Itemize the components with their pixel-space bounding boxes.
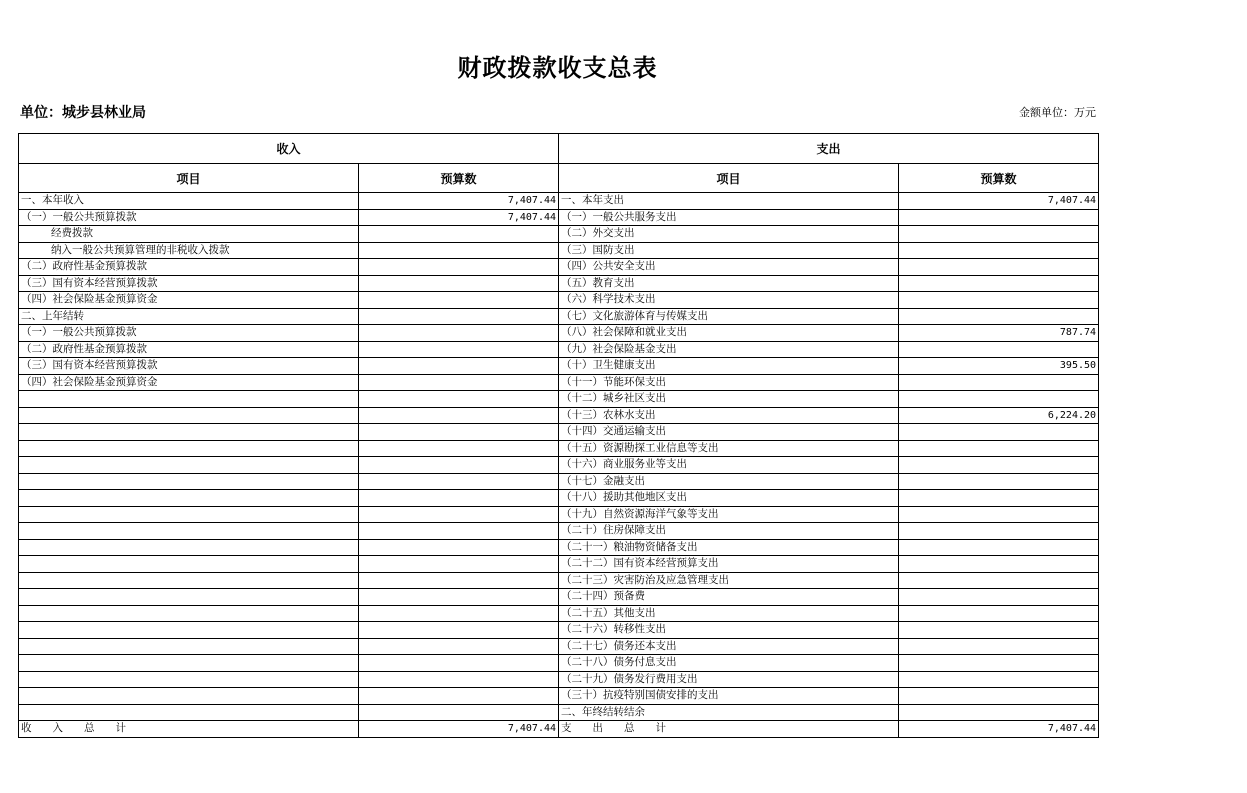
expense-amount-cell — [899, 275, 1099, 292]
income-item-cell: 收 入 总 计 — [19, 721, 359, 738]
expense-amount-cell — [899, 688, 1099, 705]
income-item-cell: 二、上年结转 — [19, 308, 359, 325]
table-row — [19, 391, 1099, 408]
income-item-cell — [19, 638, 359, 655]
income-amount-cell — [359, 374, 559, 391]
income-item-cell: （一）一般公共预算拨款 — [19, 209, 359, 226]
expense-amount-cell: 395.50 — [899, 358, 1099, 375]
expense-item-cell: （八）社会保障和就业支出 — [559, 325, 899, 342]
table-row — [19, 556, 1099, 573]
income-amount-cell — [359, 226, 559, 243]
expense-item-cell: （二十二）国有资本经营预算支出 — [559, 556, 899, 573]
expense-item-cell: （十）卫生健康支出 — [559, 358, 899, 375]
income-item-cell — [19, 391, 359, 408]
income-budget-header: 预算数 — [359, 164, 559, 193]
table-row — [19, 242, 1099, 259]
expense-amount-cell: 7,407.44 — [899, 721, 1099, 738]
income-amount-cell — [359, 473, 559, 490]
expense-item-cell: （一）一般公共服务支出 — [559, 209, 899, 226]
expense-item-cell: （二十六）转移性支出 — [559, 622, 899, 639]
table-row — [19, 490, 1099, 507]
expense-amount-cell — [899, 209, 1099, 226]
expense-amount-cell: 6,224.20 — [899, 407, 1099, 424]
expense-item-cell: （十九）自然资源海洋气象等支出 — [559, 506, 899, 523]
income-item-cell — [19, 457, 359, 474]
expense-item-cell: （二十三）灾害防治及应急管理支出 — [559, 572, 899, 589]
table-row — [19, 704, 1099, 721]
expense-item-cell: （七）文化旅游体育与传媒支出 — [559, 308, 899, 325]
income-amount-cell — [359, 655, 559, 672]
expense-item-cell: 支 出 总 计 — [559, 721, 899, 738]
income-amount-cell — [359, 424, 559, 441]
income-item-cell — [19, 704, 359, 721]
expense-item-cell: （十八）援助其他地区支出 — [559, 490, 899, 507]
income-item-cell: （二）政府性基金预算拨款 — [19, 341, 359, 358]
expense-amount-cell — [899, 490, 1099, 507]
income-amount-cell — [359, 622, 559, 639]
income-amount-cell — [359, 638, 559, 655]
income-item-cell — [19, 440, 359, 457]
expense-item-cell: （六）科学技术支出 — [559, 292, 899, 309]
expense-amount-cell: 787.74 — [899, 325, 1099, 342]
expense-item-cell: （九）社会保险基金支出 — [559, 341, 899, 358]
expense-amount-cell — [899, 424, 1099, 441]
income-item-cell — [19, 688, 359, 705]
amount-unit-label: 金额单位：万元 — [1019, 106, 1096, 119]
expense-amount-cell — [899, 292, 1099, 309]
table-row — [19, 523, 1099, 540]
table-row — [19, 440, 1099, 457]
income-item-cell: （四）社会保险基金预算资金 — [19, 292, 359, 309]
table-row — [19, 325, 1099, 342]
table-row — [19, 457, 1099, 474]
expense-amount-cell — [899, 523, 1099, 540]
expense-item-cell: （三十）抗疫特别国债安排的支出 — [559, 688, 899, 705]
expense-item-cell: （十五）资源勘探工业信息等支出 — [559, 440, 899, 457]
expense-amount-cell: 7,407.44 — [899, 193, 1099, 210]
expense-item-cell: （二）外交支出 — [559, 226, 899, 243]
page-title: 财政拨款收支总表 — [457, 54, 658, 82]
expense-item-cell: （二十五）其他支出 — [559, 605, 899, 622]
table-row — [19, 589, 1099, 606]
expense-amount-cell — [899, 605, 1099, 622]
income-item-cell — [19, 407, 359, 424]
table-row — [19, 374, 1099, 391]
table-row — [19, 209, 1099, 226]
income-amount-cell — [359, 308, 559, 325]
expense-amount-cell — [899, 374, 1099, 391]
income-item-cell: （三）国有资本经营预算拨款 — [19, 275, 359, 292]
table-row — [19, 473, 1099, 490]
expense-amount-cell — [899, 226, 1099, 243]
income-item-cell — [19, 424, 359, 441]
income-item-cell — [19, 490, 359, 507]
expense-item-cell: （三）国防支出 — [559, 242, 899, 259]
income-amount-cell — [359, 341, 559, 358]
expense-amount-cell — [899, 539, 1099, 556]
income-amount-cell — [359, 391, 559, 408]
income-item-cell: 经费拨款 — [19, 226, 359, 243]
income-amount-cell: 7,407.44 — [359, 721, 559, 738]
table-row — [19, 193, 1099, 210]
table-row — [19, 688, 1099, 705]
table-row — [19, 539, 1099, 556]
expense-amount-cell — [899, 655, 1099, 672]
income-amount-cell — [359, 292, 559, 309]
income-item-cell — [19, 473, 359, 490]
expense-item-cell: （二十四）预备费 — [559, 589, 899, 606]
income-amount-cell — [359, 407, 559, 424]
table-row — [19, 407, 1099, 424]
unit-label: 单位：城步县林业局 — [20, 105, 146, 121]
income-item-cell — [19, 589, 359, 606]
income-item-cell — [19, 671, 359, 688]
income-amount-cell: 7,407.44 — [359, 209, 559, 226]
table-row — [19, 292, 1099, 309]
income-item-cell: （三）国有资本经营预算拨款 — [19, 358, 359, 375]
income-amount-cell — [359, 506, 559, 523]
table-row — [19, 341, 1099, 358]
expense-amount-cell — [899, 572, 1099, 589]
income-amount-cell — [359, 688, 559, 705]
table-row — [19, 506, 1099, 523]
expense-item-cell: （十三）农林水支出 — [559, 407, 899, 424]
income-item-cell — [19, 523, 359, 540]
income-amount-cell — [359, 242, 559, 259]
income-amount-cell — [359, 440, 559, 457]
income-item-cell: （四）社会保险基金预算资金 — [19, 374, 359, 391]
income-amount-cell — [359, 572, 559, 589]
table-row — [19, 275, 1099, 292]
income-item-cell — [19, 605, 359, 622]
income-item-cell — [19, 539, 359, 556]
income-amount-cell — [359, 275, 559, 292]
income-amount-cell — [359, 605, 559, 622]
income-item-cell: 纳入一般公共预算管理的非税收入拨款 — [19, 242, 359, 259]
expense-amount-cell — [899, 308, 1099, 325]
income-item-cell: （一）一般公共预算拨款 — [19, 325, 359, 342]
income-amount-cell — [359, 671, 559, 688]
table-row — [19, 226, 1099, 243]
expense-item-cell: （十七）金融支出 — [559, 473, 899, 490]
income-amount-cell — [359, 259, 559, 276]
expense-item-cell: （四）公共安全支出 — [559, 259, 899, 276]
income-item-cell — [19, 572, 359, 589]
table-row — [19, 259, 1099, 276]
income-amount-cell — [359, 704, 559, 721]
income-item-cell — [19, 622, 359, 639]
expense-amount-cell — [899, 704, 1099, 721]
table-row — [19, 638, 1099, 655]
expense-amount-cell — [899, 556, 1099, 573]
income-item-cell — [19, 556, 359, 573]
expense-item-cell: （二十七）债务还本支出 — [559, 638, 899, 655]
income-header: 收入 — [19, 134, 559, 164]
income-item-cell: 一、本年收入 — [19, 193, 359, 210]
table-row — [19, 308, 1099, 325]
table-row — [19, 358, 1099, 375]
expense-amount-cell — [899, 622, 1099, 639]
income-amount-cell — [359, 325, 559, 342]
expense-item-cell: （二十九）债务发行费用支出 — [559, 671, 899, 688]
expense-header: 支出 — [559, 134, 1099, 164]
expense-item-cell: （二十一）粮油物资储备支出 — [559, 539, 899, 556]
income-item-cell — [19, 506, 359, 523]
table-row — [19, 424, 1099, 441]
table-row — [19, 572, 1099, 589]
income-amount-cell — [359, 490, 559, 507]
income-item-cell: （二）政府性基金预算拨款 — [19, 259, 359, 276]
expense-item-cell: （十四）交通运输支出 — [559, 424, 899, 441]
expense-amount-cell — [899, 440, 1099, 457]
income-amount-cell: 7,407.44 — [359, 193, 559, 210]
expense-amount-cell — [899, 242, 1099, 259]
expense-amount-cell — [899, 391, 1099, 408]
expense-amount-cell — [899, 506, 1099, 523]
expense-amount-cell — [899, 259, 1099, 276]
expense-amount-cell — [899, 473, 1099, 490]
income-amount-cell — [359, 556, 559, 573]
expense-item-cell: 一、本年支出 — [559, 193, 899, 210]
expense-item-cell: （二十八）债务付息支出 — [559, 655, 899, 672]
income-amount-cell — [359, 358, 559, 375]
table-row — [19, 721, 1099, 738]
expense-item-cell: （十六）商业服务业等支出 — [559, 457, 899, 474]
expense-item-cell: （二十）住房保障支出 — [559, 523, 899, 540]
expense-item-cell: （十二）城乡社区支出 — [559, 391, 899, 408]
income-amount-cell — [359, 523, 559, 540]
expense-item-cell: （五）教育支出 — [559, 275, 899, 292]
income-item-header: 项目 — [19, 164, 359, 193]
income-item-cell — [19, 655, 359, 672]
table-row — [19, 671, 1099, 688]
table-row — [19, 622, 1099, 639]
income-amount-cell — [359, 539, 559, 556]
budget-summary-table — [18, 133, 1099, 738]
expense-item-cell: （十一）节能环保支出 — [559, 374, 899, 391]
expense-budget-header: 预算数 — [899, 164, 1099, 193]
income-amount-cell — [359, 589, 559, 606]
table-row — [19, 655, 1099, 672]
expense-item-cell: 二、年终结转结余 — [559, 704, 899, 721]
income-amount-cell — [359, 457, 559, 474]
expense-amount-cell — [899, 341, 1099, 358]
expense-amount-cell — [899, 638, 1099, 655]
table-row — [19, 605, 1099, 622]
expense-amount-cell — [899, 457, 1099, 474]
expense-amount-cell — [899, 589, 1099, 606]
expense-amount-cell — [899, 671, 1099, 688]
expense-item-header: 项目 — [559, 164, 899, 193]
